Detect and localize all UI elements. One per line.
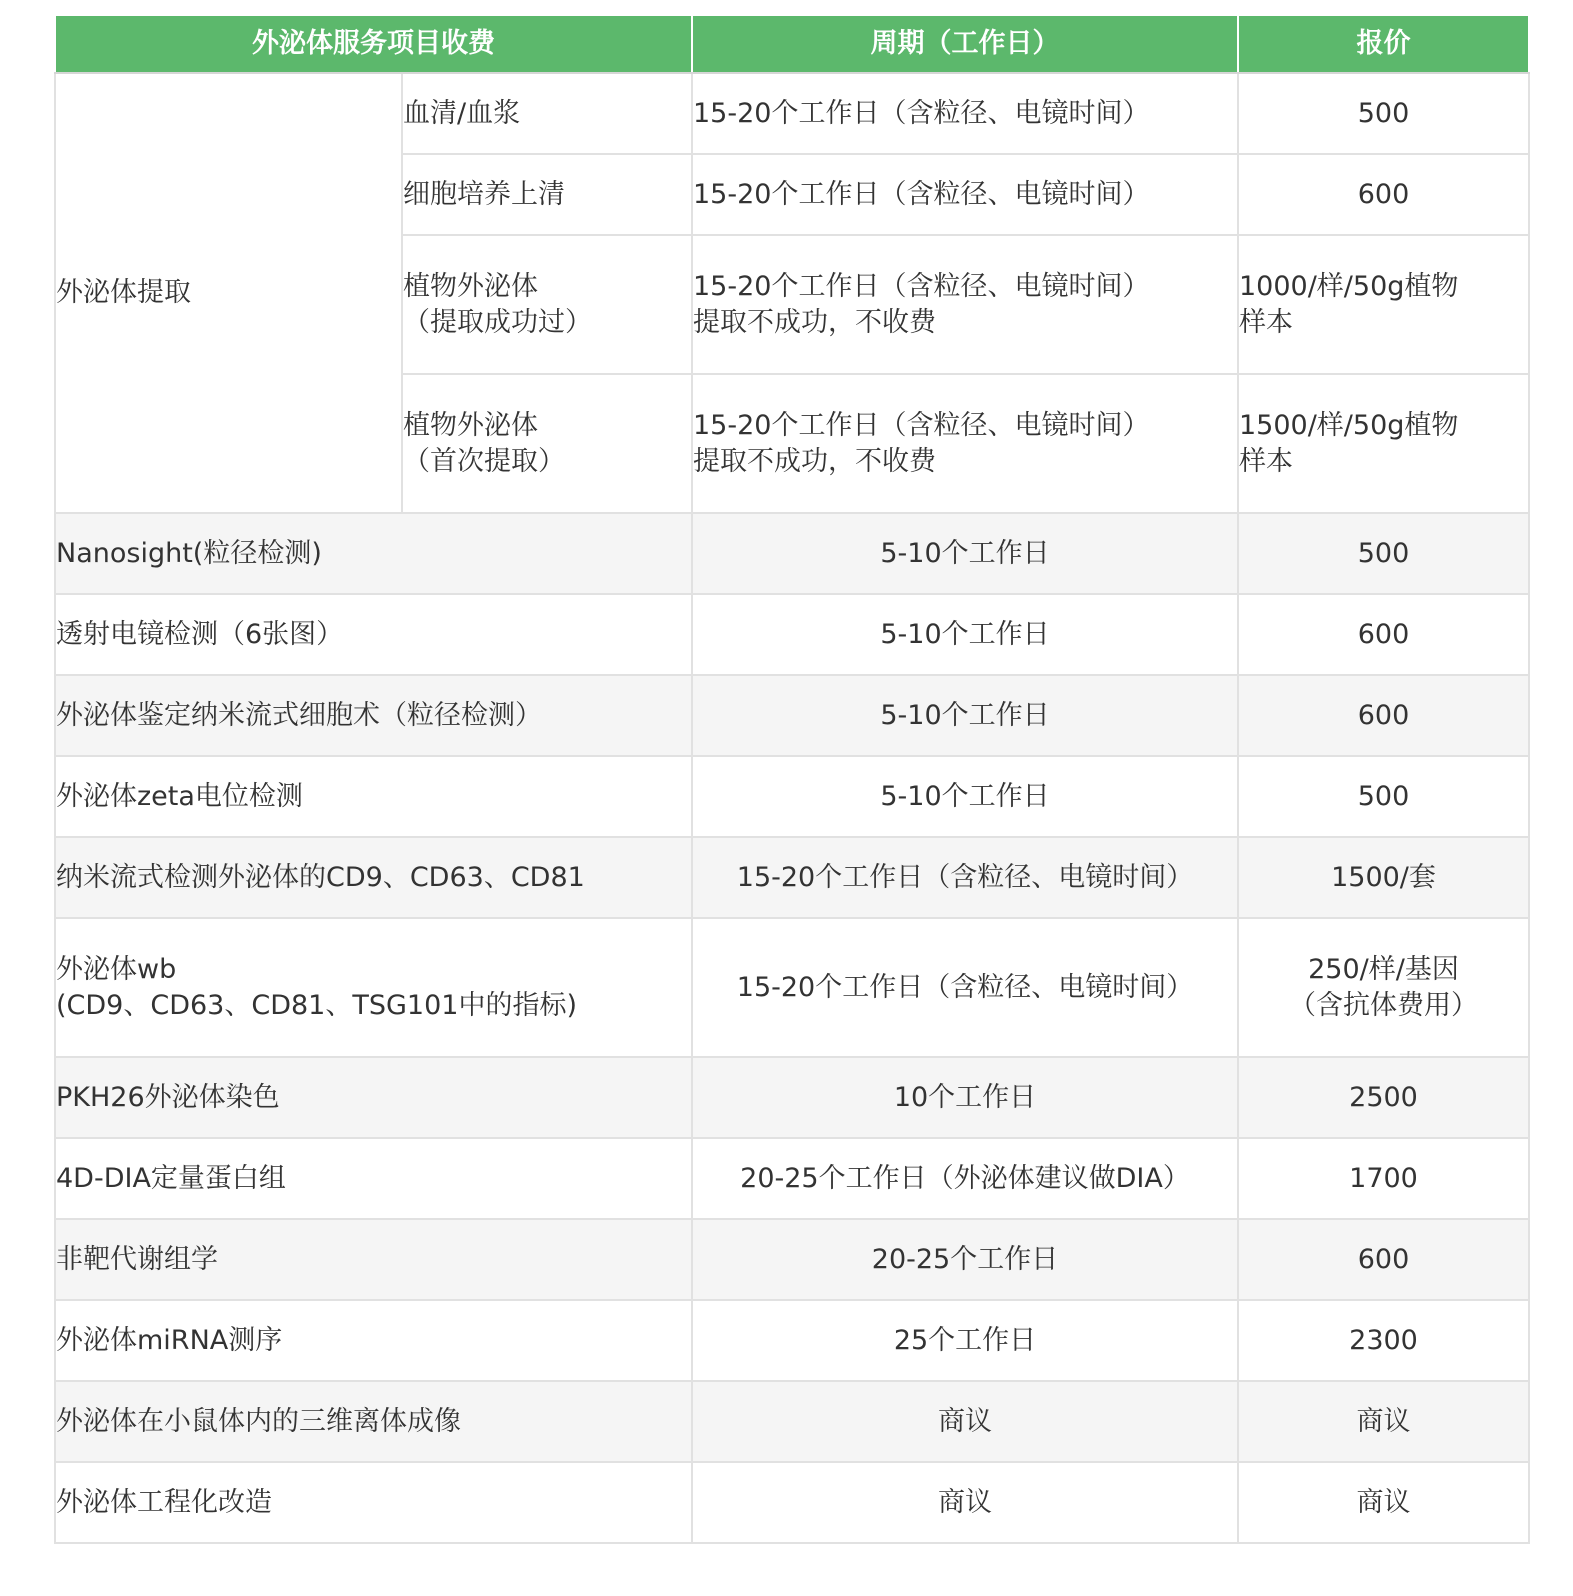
table-row [55,1057,1529,1138]
cycle-cell: 20-25个工作日 [692,1219,1238,1300]
price-cell: 600 [1238,1219,1529,1300]
cycle-cell: 15-20个工作日（含粒径、电镜时间） [692,918,1238,1057]
cycle-cell: 10个工作日 [692,1057,1238,1138]
table-row [55,756,1529,837]
service-name-cell: 外泌体在小鼠体内的三维离体成像 [55,1381,692,1462]
cycle-cell: 15-20个工作日（含粒径、电镜时间） [692,73,1238,154]
cycle-cell: 5-10个工作日 [692,594,1238,675]
extraction-subtype: 植物外泌体 （提取成功过） [402,235,692,374]
cycle-cell: 15-20个工作日（含粒径、电镜时间） 提取不成功，不收费 [692,235,1238,374]
table-row [55,1381,1529,1462]
extraction-group-label: 外泌体提取 [55,73,402,513]
cycle-cell: 15-20个工作日（含粒径、电镜时间） 提取不成功，不收费 [692,374,1238,513]
table-row [55,1462,1529,1543]
cycle-cell: 15-20个工作日（含粒径、电镜时间） [692,154,1238,235]
service-name-cell: Nanosight(粒径检测) [55,513,692,594]
service-name-cell: 外泌体zeta电位检测 [55,756,692,837]
price-cell: 600 [1238,594,1529,675]
service-name-cell: 纳米流式检测外泌体的CD9、CD63、CD81 [55,837,692,918]
cycle-cell: 20-25个工作日（外泌体建议做DIA） [692,1138,1238,1219]
cycle-cell: 商议 [692,1462,1238,1543]
price-cell: 500 [1238,756,1529,837]
extraction-subtype: 植物外泌体 （首次提取） [402,374,692,513]
header-price: 报价 [1238,15,1529,73]
price-cell: 600 [1238,154,1529,235]
price-cell: 250/样/基因 （含抗体费用） [1238,918,1529,1057]
price-cell: 1500/套 [1238,837,1529,918]
price-cell: 1500/样/50g植物 样本 [1238,374,1529,513]
cycle-cell: 商议 [692,1381,1238,1462]
service-name-cell: 外泌体wb (CD9、CD63、CD81、TSG101中的指标) [55,918,692,1057]
table-row [55,1300,1529,1381]
table-row [55,513,1529,594]
header-service: 外泌体服务项目收费 [55,15,692,73]
cycle-cell: 5-10个工作日 [692,675,1238,756]
price-cell: 2500 [1238,1057,1529,1138]
service-name-cell: 4D-DIA定量蛋白组 [55,1138,692,1219]
price-cell: 500 [1238,73,1529,154]
cycle-cell: 5-10个工作日 [692,513,1238,594]
extraction-subtype: 血清/血浆 [402,73,692,154]
cycle-cell: 15-20个工作日（含粒径、电镜时间） [692,837,1238,918]
price-cell: 商议 [1238,1462,1529,1543]
price-cell: 商议 [1238,1381,1529,1462]
header-cycle: 周期（工作日） [692,15,1238,73]
service-name-cell: PKH26外泌体染色 [55,1057,692,1138]
table-row [55,1138,1529,1219]
service-price-table [54,14,1530,1544]
table-row [55,73,1529,154]
table-row [55,594,1529,675]
cycle-cell: 5-10个工作日 [692,756,1238,837]
table-row [55,837,1529,918]
price-cell: 2300 [1238,1300,1529,1381]
service-name-cell: 非靶代谢组学 [55,1219,692,1300]
table-row [55,1219,1529,1300]
table-row [55,918,1529,1057]
table-row [55,675,1529,756]
cycle-cell: 25个工作日 [692,1300,1238,1381]
price-cell: 600 [1238,675,1529,756]
price-cell: 1700 [1238,1138,1529,1219]
service-name-cell: 外泌体miRNA测序 [55,1300,692,1381]
extraction-subtype: 细胞培养上清 [402,154,692,235]
service-name-cell: 外泌体鉴定纳米流式细胞术（粒径检测） [55,675,692,756]
table-header-row [55,15,1529,73]
service-name-cell: 透射电镜检测（6张图） [55,594,692,675]
price-cell: 500 [1238,513,1529,594]
service-name-cell: 外泌体工程化改造 [55,1462,692,1543]
price-cell: 1000/样/50g植物 样本 [1238,235,1529,374]
